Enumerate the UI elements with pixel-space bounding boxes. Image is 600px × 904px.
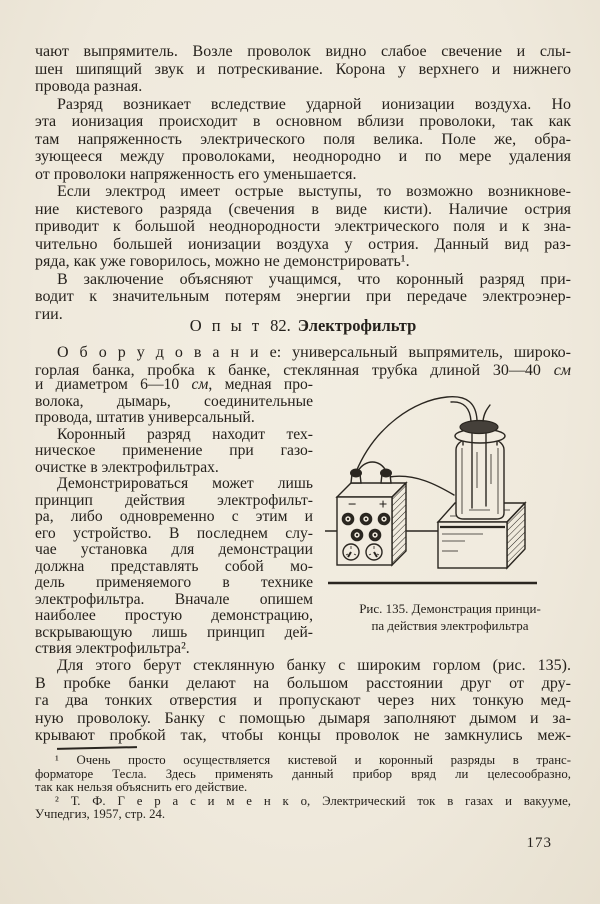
text-line: Разряд возникает вследствие ударной ионизации воздуха. Но bbox=[57, 95, 571, 113]
text-line: форматоре Тесла. Здесь применять данный прибор вряд ли целесообразно, bbox=[35, 766, 571, 781]
text-line: Если электрод имеет острые выступы, то возможно возникнове- bbox=[57, 183, 571, 200]
paragraph bbox=[35, 795, 571, 822]
experiment-heading-word: О п ы т bbox=[189, 316, 263, 335]
text-line: чае установка для демонстрации bbox=[35, 541, 313, 558]
text-line: чительно большей ионизации воздуха у острия. Данный вид раз- bbox=[35, 235, 571, 253]
text-line: В заключение объясняют учащимся, что коронный разряд при- bbox=[57, 270, 571, 288]
text-line: вскрывающую лишь принцип дей- bbox=[35, 623, 313, 641]
text-line: от проволоки напряженность его уменьшается. bbox=[35, 165, 357, 183]
experiment-title: Электрофильтр bbox=[297, 316, 417, 335]
paragraph bbox=[35, 377, 313, 427]
text-line: эта ионизация происходит в основном вблизи проволоки, так как bbox=[35, 113, 571, 130]
text-line: ряда, как уже говорилось, можно не демонстрировать¹. bbox=[35, 253, 410, 270]
text-line: га два тонких отверстия и пропускают через них тонкую мед- bbox=[35, 692, 571, 709]
text-line: наиболее простую демонстрацию, bbox=[35, 607, 313, 624]
text-line: волока, дымарь, соединительные bbox=[35, 392, 313, 410]
text-line: его устройство. В последнем слу- bbox=[35, 524, 313, 542]
text-line: шен шипящий звук и потрескивание. Корона у верхнего и нижнего bbox=[35, 60, 571, 78]
text-line: очистке в электрофильтрах. bbox=[35, 458, 219, 476]
text-line: ствия электрофильтра². bbox=[35, 640, 190, 657]
paragraph bbox=[35, 43, 571, 96]
text-line: Учпедгиз, 1957, стр. 24. bbox=[35, 807, 166, 822]
figure-caption-line: Рис. 135. Демонстрация принци- bbox=[359, 601, 541, 616]
paragraph bbox=[35, 476, 313, 658]
paragraph bbox=[35, 427, 313, 477]
body-text-lower bbox=[35, 657, 571, 745]
text-line: крывают пробкой так, чтобы концы проволок не замкнулись меж- bbox=[35, 727, 571, 744]
paragraph bbox=[35, 657, 571, 745]
paragraph bbox=[35, 344, 571, 379]
text-line: провода разная. bbox=[35, 78, 143, 95]
text-line: электрофильтра. Вначале опишем bbox=[35, 590, 313, 608]
figure-caption-line: па действия электрофильтра bbox=[371, 617, 529, 633]
text-line: чают выпрямитель. Возле проволок видно слабое свечение и слы- bbox=[35, 43, 571, 60]
text-line: Демонстрироваться может лишь bbox=[57, 475, 313, 492]
figure-caption bbox=[328, 601, 572, 634]
text-line: Коронный разряд находит тех- bbox=[57, 425, 313, 443]
jar-drawing bbox=[455, 421, 505, 520]
text-line: водит к значительным потерям энергии при передаче электроэнер- bbox=[35, 288, 571, 305]
text-line: там напряженность электрического поля велика. Поле же, обра- bbox=[35, 130, 571, 148]
experiment-number: 82. bbox=[270, 316, 291, 335]
text-line: приводит к большой неоднородности электрического поля и к зна- bbox=[35, 218, 571, 235]
text-line: дель применяемого в технике bbox=[35, 574, 313, 591]
footnote-divider bbox=[57, 746, 137, 750]
minus-terminal-label: − bbox=[347, 497, 357, 513]
figure-illustration bbox=[325, 388, 575, 600]
body-text-top bbox=[35, 43, 571, 323]
text-line: ра, либо одновременно с этим и bbox=[35, 508, 313, 525]
footnotes bbox=[35, 754, 571, 822]
text-line: ¹ Очень просто осуществляется кистевой и коронный разряды в транс- bbox=[55, 753, 571, 767]
text-line: ническое применение при газо- bbox=[35, 442, 313, 459]
equipment-paragraph bbox=[35, 344, 571, 379]
paragraph bbox=[35, 96, 571, 184]
text-line: провода, штатив универсальный. bbox=[35, 409, 255, 426]
text-line: так как нельзя объяснить его действие. bbox=[35, 780, 248, 795]
text-line: должна представлять собой мо- bbox=[35, 557, 313, 575]
text-line: горлая банка, пробка к банке, стеклянная трубка длиной 30—40 см bbox=[35, 361, 571, 379]
text-line: О б о р у д о в а н и е: универсальный выпрямитель, широко- bbox=[57, 344, 571, 361]
text-line: гии. bbox=[35, 305, 63, 323]
page-number: 173 bbox=[526, 835, 552, 851]
paragraph bbox=[35, 183, 571, 271]
text-line: зующееся между проволоками, неоднородно и по мере удаления bbox=[35, 148, 571, 165]
paragraph bbox=[35, 754, 571, 795]
experiment-heading bbox=[35, 316, 571, 336]
text-line: ние кистевого разряда (свечения в виде кисти). Наличие острия bbox=[35, 200, 571, 218]
figure-electrofilter-demo bbox=[325, 388, 575, 600]
text-line: Для этого берут стеклянную банку с широким горлом (рис. 135). bbox=[57, 657, 571, 674]
text-line: и диаметром 6—10 см, медная про- bbox=[35, 376, 313, 393]
rectifier-drawing bbox=[337, 469, 406, 566]
body-text-left-column bbox=[35, 377, 313, 658]
text-line: В пробке банки делают на большом расстоянии друг от дру- bbox=[35, 674, 571, 692]
text-line: ную проволоку. Банку с помощью дымаря заполняют дымом и за- bbox=[35, 709, 571, 727]
text-line: ² Т. Ф. Г е р а с и м е н к о, Электрический ток в газах и вакууме, bbox=[55, 793, 571, 808]
plus-terminal-label: + bbox=[378, 497, 388, 513]
text-line: принцип действия электрофильт- bbox=[35, 491, 313, 509]
